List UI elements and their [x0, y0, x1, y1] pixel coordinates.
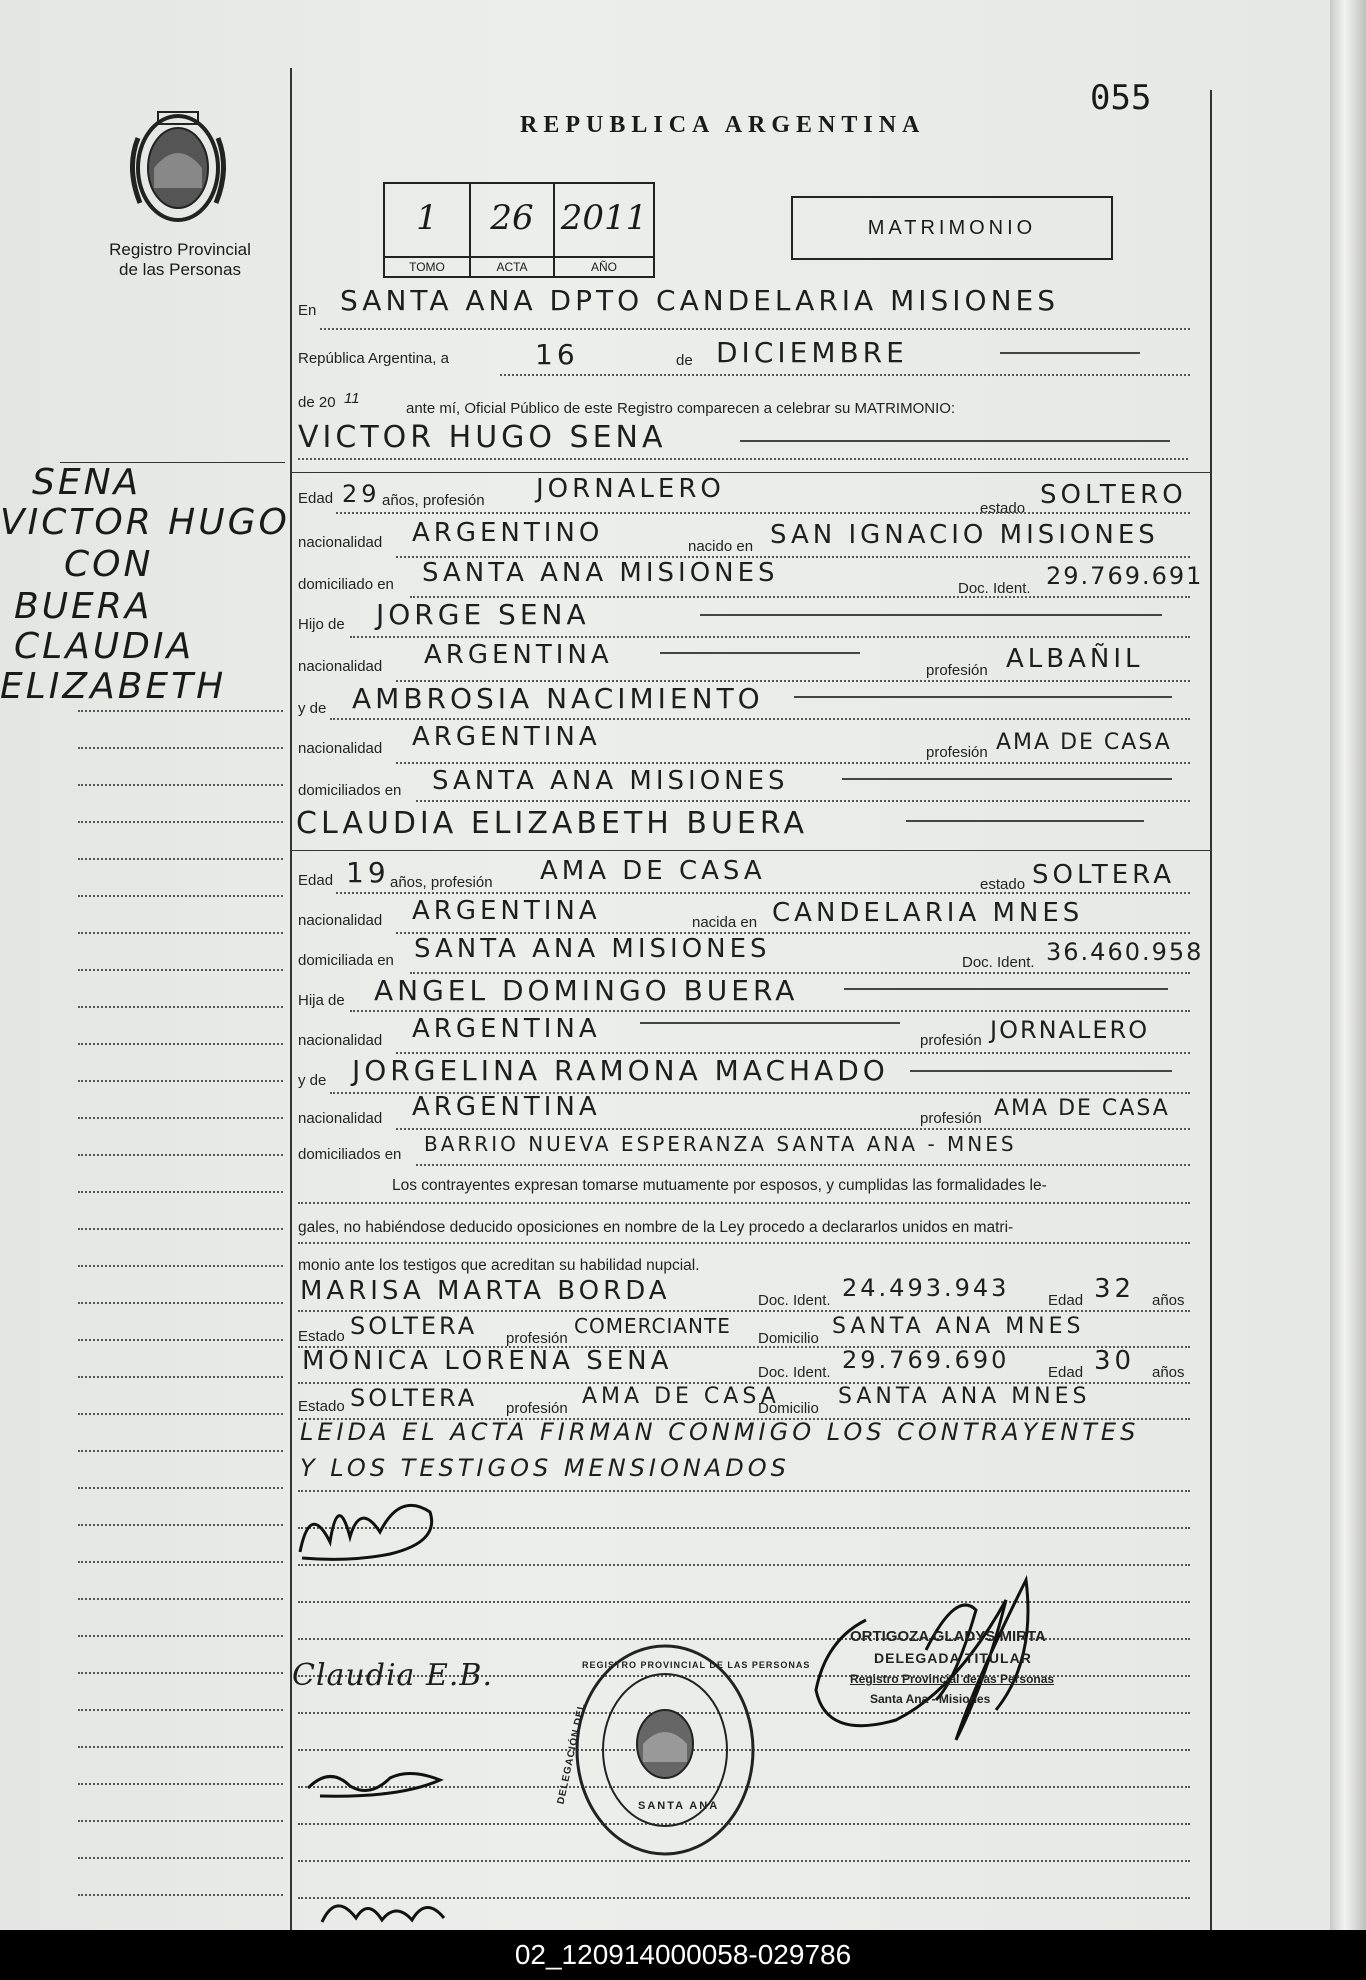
groom-edad-label: Edad [298, 490, 334, 507]
left-margin-rule [290, 68, 292, 1930]
margin-ruled-line [78, 1450, 283, 1452]
groom-madre-line [330, 718, 1190, 720]
de20-label: de 20 [298, 394, 336, 411]
round-stamp-outer-top: REGISTRO PROVINCIAL DE LAS PERSONAS [582, 1660, 811, 1670]
republica-label: República Argentina, a [298, 350, 449, 367]
groom-dom-label: domiciliado en [298, 576, 394, 593]
date-line [500, 374, 1190, 376]
groom-madre-nac-line [396, 762, 1190, 764]
groom-section-rule [292, 472, 1210, 473]
bride-signature: Claudia E.B. [292, 1658, 493, 1693]
bride-padre: ANGEL DOMINGO BUERA [374, 974, 799, 1007]
groom-edad: 29 [342, 480, 381, 508]
declaration-line-1-dots [298, 1202, 1190, 1204]
anio-label: AÑO [555, 256, 653, 276]
groom-padres-dom-strike [842, 778, 1172, 780]
groom-padre-nac-label: nacionalidad [298, 658, 383, 675]
official-office: Registro Provincial de las Personas [850, 1672, 1055, 1686]
groom-padre-line [350, 636, 1190, 638]
acta-cell [471, 184, 555, 276]
groom-yde-label: y de [298, 700, 327, 717]
margin-ruled-line [78, 1006, 283, 1008]
groom-profesion: JORNALERO [536, 474, 725, 504]
month-strike [1000, 352, 1140, 354]
groom-doc: 29.769.691 [1046, 562, 1204, 590]
margin-ruled-line [78, 1228, 283, 1230]
margin-note-1: SENA [32, 462, 142, 503]
witness-2-edad-label: Edad [1048, 1364, 1084, 1381]
groom-doms-line [416, 800, 1190, 802]
margin-ruled-line [78, 1043, 283, 1045]
bride-padre-prof: JORNALERO [990, 1016, 1150, 1044]
bride-estado-label: estado [980, 876, 1026, 893]
witness-2-dom-label: Domicilio [758, 1400, 819, 1417]
official-location: Santa Ana - Misiones [870, 1692, 991, 1706]
witness-1-edad: 32 [1094, 1274, 1136, 1304]
bride-profesion: AMA DE CASA [540, 856, 766, 886]
registry-name [80, 240, 280, 280]
margin-ruled-line [78, 1672, 283, 1674]
witness-1-doc-label: Doc. Ident. [758, 1292, 831, 1309]
bride-section-rule [292, 850, 1210, 851]
groom-padre-strike [700, 614, 1162, 616]
anio-cell [555, 184, 653, 276]
groom-domicilio: SANTA ANA MISIONES [422, 558, 779, 588]
round-stamp-inner: SANTA ANA [638, 1800, 720, 1812]
page-edge [1330, 0, 1366, 1930]
groom-nacido-en: SAN IGNACIO MISIONES [770, 520, 1159, 550]
margin-note-2: VICTOR HUGO [0, 502, 290, 543]
groom-padres-dom: SANTA ANA MISIONES [432, 766, 789, 796]
round-stamp-outer-left: DELEGACIÓN DEL [555, 1701, 588, 1806]
body-ruled-line [298, 1860, 1190, 1862]
witness-1-name: MARISA MARTA BORDA [300, 1276, 671, 1306]
bride-padre-prof-label: profesión [920, 1032, 982, 1049]
groom-name: VICTOR HUGO SENA [298, 420, 667, 455]
bride-name: CLAUDIA ELIZABETH BUERA [296, 806, 809, 841]
witness-2-profesion: AMA DE CASA [582, 1384, 780, 1409]
witness-1-dom-label: Domicilio [758, 1330, 819, 1347]
margin-note-4: BUERA [14, 586, 153, 627]
margin-ruled-line [78, 1894, 283, 1896]
bride-madre-strike [910, 1070, 1172, 1072]
witness-2-name: MONICA LORENA SENA [302, 1346, 673, 1376]
groom-padre: JORGE SENA [376, 598, 590, 631]
document-id-footer: 02_120914000058-029786 [0, 1930, 1366, 1980]
bride-nac-label: nacionalidad [298, 912, 383, 929]
witness-2-prof-label: profesión [506, 1400, 568, 1417]
margin-note-top-rule [60, 462, 285, 463]
bride-madre-nac-line [396, 1128, 1190, 1130]
groom-padre-nac-strike [660, 652, 860, 654]
tomo-acta-anio-box [383, 182, 655, 278]
groom-nac-label: nacionalidad [298, 534, 383, 551]
tomo-cell [385, 184, 471, 276]
bride-profesion-label: años, profesión [390, 874, 493, 891]
margin-note-6: ELIZABETH [0, 666, 227, 707]
witness-2-edad: 30 [1094, 1346, 1136, 1376]
margin-ruled-line [78, 1561, 283, 1563]
year-suffix: 11 [344, 390, 360, 407]
bride-madre-nac: ARGENTINA [412, 1092, 601, 1122]
declaration-line-3: monio ante los testigos que acreditan su habilidad nupcial. [298, 1257, 700, 1274]
declaration-line-2: gales, no habiéndose deducido oposiciones en nombre de la Ley procedo a declararlos unidos en matri- [298, 1219, 1014, 1236]
margin-ruled-line [78, 932, 283, 934]
groom-profesion-label: años, profesión [382, 492, 485, 509]
groom-madre-strike [794, 696, 1172, 698]
bride-doms-line [416, 1164, 1190, 1166]
margin-ruled-line [78, 1635, 283, 1637]
groom-madre-prof: AMA DE CASA [996, 730, 1172, 755]
bride-padre-nac-label: nacionalidad [298, 1032, 383, 1049]
groom-padre-prof: ALBAÑIL [1006, 644, 1144, 674]
bride-name-strike [906, 820, 1144, 822]
tomo-value: 1 [416, 198, 438, 238]
bride-dom-label: domiciliada en [298, 952, 394, 969]
margin-ruled-line [78, 1709, 283, 1711]
bride-padre-nac-strike [640, 1022, 900, 1024]
groom-madre-prof-label: profesión [926, 744, 988, 761]
groom-madre: AMBROSIA NACIMIENTO [352, 682, 764, 715]
registry-line-2: de las Personas [119, 260, 241, 279]
day-value: 16 [535, 338, 579, 371]
witness-1-prof-label: profesión [506, 1330, 568, 1347]
margin-ruled-line [78, 1265, 283, 1267]
margin-ruled-line [78, 1783, 283, 1785]
anio-value: 2011 [560, 198, 648, 238]
bride-padre-line [350, 1010, 1190, 1012]
groom-doms-label: domiciliados en [298, 782, 402, 799]
margin-ruled-line [78, 1524, 283, 1526]
closing-line-2: Y LOS TESTIGOS MENSIONADOS [300, 1454, 790, 1482]
bride-madre-prof: AMA DE CASA [994, 1096, 1170, 1121]
margin-ruled-line [78, 1487, 283, 1489]
bride-estado: SOLTERA [1032, 860, 1175, 890]
witness-1-doc: 24.493.943 [842, 1274, 1010, 1302]
margin-ruled-line [78, 1154, 283, 1156]
official-name: ORTIGOZA GLADYS MIRTA [850, 1628, 1046, 1645]
groom-edad-line [336, 512, 1190, 514]
tomo-label: TOMO [385, 256, 469, 276]
bride-yde-label: y de [298, 1072, 327, 1089]
de-label: de [676, 352, 693, 369]
folio-number: 055 [1090, 78, 1152, 118]
declaration-line-1: Los contrayentes expresan tomarse mutuamente por esposos, y cumplidas las formalidades le- [392, 1177, 1047, 1194]
comparecen-text: ante mí, Oficial Público de este Registro comparecen a celebrar su MATRIMONIO: [406, 400, 956, 417]
official-title: DELEGADA TITULAR [874, 1650, 1032, 1666]
bride-doms-label: domiciliados en [298, 1146, 402, 1163]
witness-2-estado: SOLTERA [350, 1384, 478, 1412]
witness-1-signature [300, 1758, 450, 1808]
place-value: SANTA ANA DPTO CANDELARIA MISIONES [340, 284, 1059, 317]
bride-nacionalidad: ARGENTINA [412, 896, 601, 926]
bride-padre-nac: ARGENTINA [412, 1014, 601, 1044]
margin-ruled-line [78, 1080, 283, 1082]
right-margin-rule [1210, 90, 1212, 1930]
groom-nacionalidad: ARGENTINO [412, 518, 604, 548]
margin-ruled-line [78, 1820, 283, 1822]
margin-note-5: CLAUDIA [14, 626, 195, 667]
margin-ruled-line [78, 710, 283, 712]
month-value: DICIEMBRE [716, 336, 908, 369]
groom-padre-prof-label: profesión [926, 662, 988, 679]
groom-name-strike [740, 440, 1170, 442]
margin-ruled-line [78, 747, 283, 749]
round-stamp [570, 1640, 760, 1860]
groom-signature [290, 1482, 450, 1572]
declaration-line-2-dots [298, 1242, 1190, 1244]
witness-2-signature [316, 1882, 476, 1930]
closing-line-1: LEIDA EL ACTA FIRMAN CONMIGO LOS CONTRAYENTES [300, 1418, 1140, 1446]
bride-nacida-label: nacida en [692, 914, 758, 931]
witness-2-doc-label: Doc. Ident. [758, 1364, 831, 1381]
groom-nacido-label: nacido en [688, 538, 754, 555]
bride-doc-label: Doc. Ident. [962, 954, 1035, 971]
bride-domicilio: SANTA ANA MISIONES [414, 934, 771, 964]
groom-madre-nac-label: nacionalidad [298, 740, 383, 757]
margin-ruled-line [78, 1339, 283, 1341]
witness-1-estado-label: Estado [298, 1328, 345, 1345]
groom-estado: SOLTERO [1040, 480, 1187, 510]
bride-madre: JORGELINA RAMONA MACHADO [352, 1054, 889, 1087]
witness-1-edad-label: Edad [1048, 1292, 1084, 1309]
groom-madre-nac: ARGENTINA [412, 722, 601, 752]
place-line [320, 328, 1190, 330]
margin-ruled-line [78, 1857, 283, 1859]
registry-line-1: Registro Provincial [109, 240, 251, 259]
groom-estado-label: estado [980, 500, 1026, 517]
witness-2-domicilio: SANTA ANA MNES [838, 1384, 1091, 1409]
witness-1-anios-label: años [1152, 1292, 1185, 1309]
acta-label: ACTA [471, 256, 553, 276]
bride-edad-label: Edad [298, 872, 334, 889]
witness-1-estado: SOLTERA [350, 1312, 478, 1340]
bride-edad: 19 [346, 856, 390, 889]
bride-hija-label: Hija de [298, 992, 345, 1009]
margin-ruled-line [78, 1746, 283, 1748]
witness-2-anios-label: años [1152, 1364, 1185, 1381]
groom-name-line [298, 458, 1188, 460]
groom-padre-nac: ARGENTINA [424, 640, 613, 670]
margin-ruled-line [78, 1117, 283, 1119]
margin-ruled-line [78, 1413, 283, 1415]
margin-ruled-line [78, 821, 283, 823]
witness-1-domicilio: SANTA ANA MNES [832, 1314, 1085, 1339]
margin-ruled-line [78, 969, 283, 971]
bride-madre-prof-label: profesión [920, 1110, 982, 1127]
groom-doc-label: Doc. Ident. [958, 580, 1031, 597]
margin-ruled-line [78, 1191, 283, 1193]
bride-padre-strike [844, 988, 1168, 990]
margin-ruled-line [78, 858, 283, 860]
bride-edad-line [336, 892, 1190, 894]
margin-ruled-line [78, 1302, 283, 1304]
bride-padres-dom: BARRIO NUEVA ESPERANZA SANTA ANA - MNES [424, 1132, 1017, 1156]
en-label: En [298, 302, 317, 319]
groom-hijo-label: Hijo de [298, 616, 345, 633]
bride-doc: 36.460.958 [1046, 938, 1204, 966]
country-title: REPUBLICA ARGENTINA [520, 112, 926, 138]
margin-ruled-line [78, 895, 283, 897]
witness-2-estado-label: Estado [298, 1398, 345, 1415]
margin-ruled-line [78, 1376, 283, 1378]
witness-2-doc: 29.769.690 [842, 1346, 1010, 1374]
acta-value: 26 [490, 198, 534, 238]
act-type-box: MATRIMONIO [791, 196, 1113, 260]
bride-madre-nac-label: nacionalidad [298, 1110, 383, 1127]
provincial-seal-icon [118, 108, 238, 228]
witness-1-profesion: COMERCIANTE [574, 1314, 731, 1338]
margin-ruled-line [78, 784, 283, 786]
bride-nacida-en: CANDELARIA MNES [772, 898, 1084, 928]
margin-ruled-line [78, 1598, 283, 1600]
margin-note-3: CON [64, 544, 154, 585]
